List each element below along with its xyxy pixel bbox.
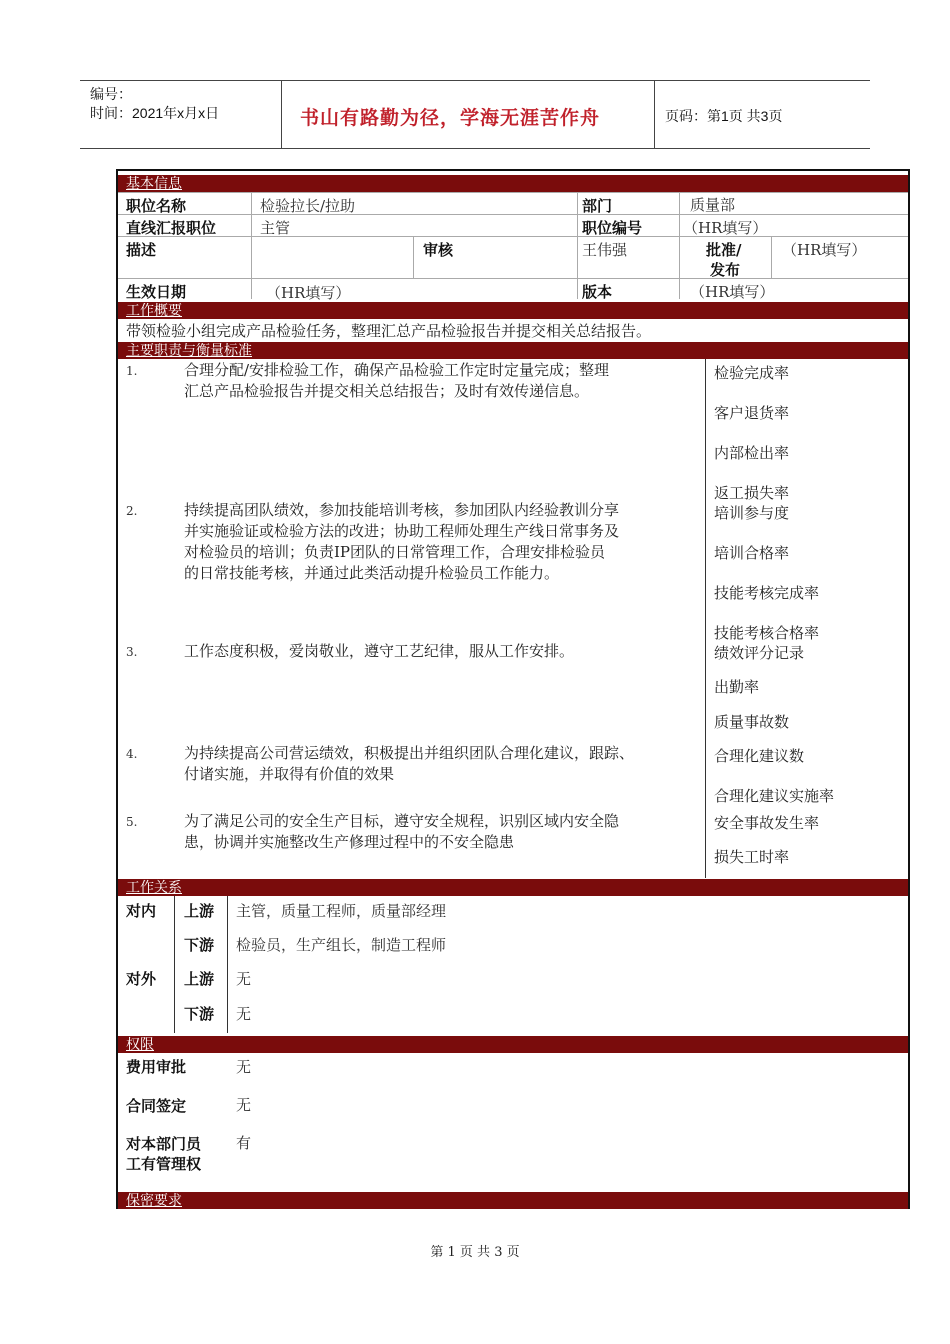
approve-label-line1: 批准/	[706, 241, 742, 259]
header-divider	[281, 80, 282, 149]
dept-value: 质量部	[690, 196, 736, 214]
duty-line: 付诸实施，并取得有价值的效果	[184, 765, 395, 783]
relations-divider	[227, 896, 228, 1033]
duty-line: 为持续提高公司营运绩效，积极提出并组织团队合理化建议，跟踪、	[184, 744, 635, 762]
duty-number: 4.	[126, 747, 138, 761]
kpi-item: 技能考核完成率	[714, 584, 820, 602]
kpi-item: 内部检出率	[714, 444, 790, 462]
kpi-item: 绩效评分记录	[714, 644, 805, 662]
kpi-item: 技能考核合格率	[714, 624, 820, 642]
kpi-item: 出勤率	[714, 678, 760, 696]
row-rule	[118, 192, 908, 193]
kpi-item: 培训参与度	[714, 504, 790, 522]
row-rule	[118, 236, 908, 237]
duty-line: 持续提高团队绩效，参加技能培训考核，参加团队内经验教训分享	[184, 501, 620, 519]
section-bar-relations: 工作关系	[118, 879, 908, 896]
review-label: 审核	[423, 241, 454, 259]
expense-approval-value: 无	[236, 1058, 252, 1076]
upstream-label: 上游	[184, 902, 215, 920]
header-bottom-rule	[80, 148, 870, 149]
dept-label: 部门	[582, 197, 613, 215]
version-value: （HR填写）	[690, 283, 775, 301]
page-footer: 第 1 页 共 3 页	[430, 1245, 520, 1260]
job-title-value: 检验拉长/拉助	[260, 197, 356, 215]
row-rule	[118, 214, 908, 215]
job-description-form	[116, 169, 910, 1209]
header-page-info: 页码：第1页 共3页	[665, 108, 783, 124]
row-rule	[118, 278, 908, 279]
downstream-label: 下游	[184, 1005, 215, 1023]
duties-kpi-divider	[705, 359, 706, 878]
duty-line: 患，协调并实施整改生产修理过程中的不安全隐患	[184, 833, 515, 851]
kpi-item: 质量事故数	[714, 713, 790, 731]
internal-label: 对内	[126, 902, 157, 920]
staff-authority-label-line2: 工有管理权	[126, 1155, 202, 1173]
report-to-value: 主管	[260, 219, 291, 237]
section-bar-overview: 工作概要	[118, 302, 908, 319]
duty-item-5	[184, 811, 619, 853]
staff-authority-value: 有	[236, 1134, 252, 1152]
internal-downstream-value: 检验员，生产组长，制造工程师	[236, 936, 447, 954]
effective-date-value: （HR填写）	[266, 284, 351, 302]
header-motto: 书山有路勤为径，学海无涯苦作舟	[300, 107, 601, 129]
effective-date-label: 生效日期	[126, 283, 187, 301]
section-bar-authority: 权限	[118, 1036, 908, 1053]
relations-divider	[174, 896, 175, 1033]
approve-value: （HR填写）	[782, 241, 867, 259]
col-rule	[413, 236, 414, 278]
version-label: 版本	[582, 283, 613, 301]
col-rule	[771, 236, 772, 278]
kpi-item: 合理化建议数	[714, 747, 805, 765]
kpi-item: 客户退货率	[714, 404, 790, 422]
col-rule	[577, 192, 578, 299]
section-bar-duties: 主要职责与衡量标准	[118, 342, 908, 359]
col-rule	[251, 192, 252, 299]
contract-signing-value: 无	[236, 1096, 252, 1114]
kpi-item: 损失工时率	[714, 848, 790, 866]
duty-item-4	[184, 743, 634, 785]
approve-label-line2: 发布	[710, 261, 741, 279]
kpi-item: 合理化建议实施率	[714, 787, 835, 805]
duty-line: 对检验员的培训；负责IP团队的日常管理工作，合理安排检验员	[184, 543, 606, 561]
internal-upstream-value: 主管，质量工程师，质量部经理	[236, 902, 447, 920]
staff-authority-label-line1: 对本部门员	[126, 1135, 202, 1153]
section-bar-confidential: 保密要求	[118, 1192, 908, 1209]
report-to-label: 直线汇报职位	[126, 219, 217, 237]
duty-number: 5.	[126, 815, 138, 829]
kpi-item: 安全事故发生率	[714, 814, 820, 832]
document-time-label: 时间：2021年x月x日	[90, 105, 220, 121]
contract-signing-label: 合同签定	[126, 1097, 187, 1115]
expense-approval-label: 费用审批	[126, 1058, 187, 1076]
duty-line: 合理分配/安排检验工作，确保产品检验工作定时定量完成；整理	[184, 361, 610, 379]
upstream-label: 上游	[184, 970, 215, 988]
duty-number: 2.	[126, 504, 138, 518]
header-top-rule	[80, 80, 870, 81]
review-value: 王伟强	[582, 241, 628, 259]
duty-item-3	[184, 641, 574, 662]
duty-number: 3.	[126, 645, 138, 659]
duty-line: 的日常技能考核，并通过此类活动提升检验员工作能力。	[184, 564, 560, 582]
external-upstream-value: 无	[236, 970, 252, 988]
kpi-item: 检验完成率	[714, 364, 790, 382]
duty-item-2	[184, 500, 619, 584]
duty-line: 工作态度积极，爱岗敬业，遵守工艺纪律，服从工作安排。	[184, 642, 575, 660]
downstream-label: 下游	[184, 936, 215, 954]
job-code-label: 职位编号	[582, 219, 643, 237]
section-bar-basic-info: 基本信息	[118, 175, 908, 192]
duty-line: 并实施验证或检验方法的改进；协助工程师处理生产线日常事务及	[184, 522, 620, 540]
overview-text: 带领检验小组完成产品检验任务，整理汇总产品检验报告并提交相关总结报告。	[126, 322, 652, 340]
duty-item-1	[184, 360, 609, 402]
duty-line: 为了满足公司的安全生产目标，遵守安全规程，识别区域内安全隐	[184, 812, 620, 830]
document-number-label: 编号：	[90, 86, 132, 102]
col-rule	[679, 192, 680, 299]
kpi-item: 返工损失率	[714, 484, 790, 502]
external-downstream-value: 无	[236, 1005, 252, 1023]
job-title-label: 职位名称	[126, 197, 187, 215]
describe-label: 描述	[126, 241, 157, 259]
duty-line: 汇总产品检验报告并提交相关总结报告；及时有效传递信息。	[184, 382, 590, 400]
header-divider	[654, 80, 655, 149]
job-code-value: （HR填写）	[683, 219, 768, 237]
duty-number: 1.	[126, 364, 138, 378]
external-label: 对外	[126, 970, 157, 988]
kpi-item: 培训合格率	[714, 544, 790, 562]
